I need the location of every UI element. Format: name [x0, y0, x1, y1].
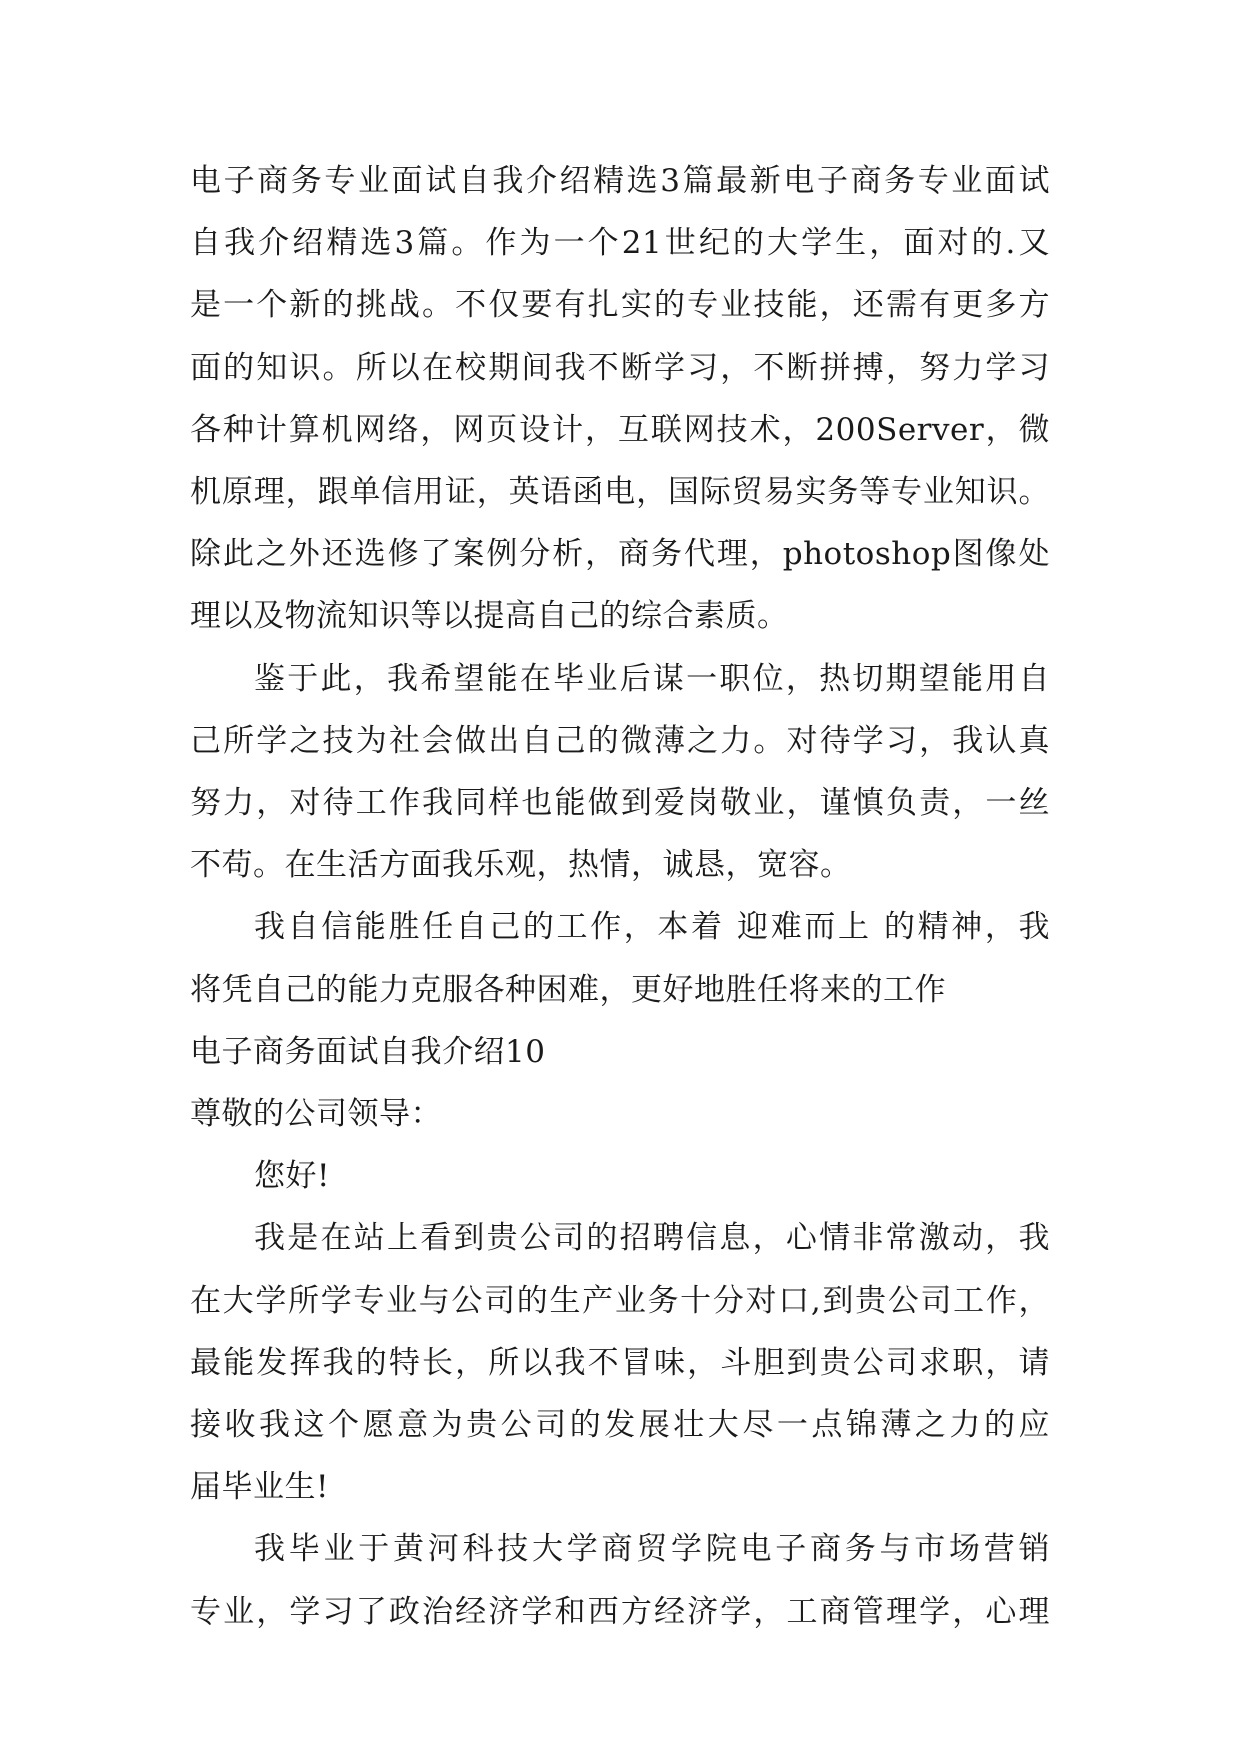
text-line: 己所学之技为社会做出自己的微薄之力。对待学习，我认真	[190, 722, 1050, 759]
text-line: 鉴于此，我希望能在毕业后谋一职位，热切期望能用自	[254, 660, 1050, 697]
text-line: 机原理，跟单信用证，英语函电，国际贸易实务等专业知识。	[190, 474, 1050, 511]
document-page	[190, 150, 1050, 1643]
text-line: 接收我这个愿意为贵公司的发展壮大尽一点锦薄之力的应	[190, 1407, 1050, 1444]
text-line: 专业，学习了政治经济学和西方经济学，工商管理学，心理	[190, 1593, 1050, 1630]
salutation: 尊敬的公司领导：	[190, 1096, 442, 1133]
text-line: 是一个新的挑战。不仅要有扎实的专业技能，还需有更多方	[190, 287, 1050, 324]
text-line: 理以及物流知识等以提高自己的综合素质。	[190, 598, 789, 635]
text-line: 自我介绍精选3篇。作为一个21世纪的大学生，面对的.又	[190, 225, 1050, 262]
text-line: 努力，对待工作我同样也能做到爱岗敬业，谨慎负责，一丝	[190, 785, 1050, 822]
text-line: 面的知识。所以在校期间我不断学习，不断拼搏，努力学习	[190, 349, 1050, 386]
text-line: 电子商务专业面试自我介绍精选3篇最新电子商务专业面试	[190, 163, 1050, 199]
text-line: 我自信能胜任自己的工作，本着 迎难而上 的精神，我	[254, 909, 1050, 946]
greeting: 您好!	[254, 1158, 330, 1195]
text-line: 届毕业生!	[190, 1469, 329, 1506]
text-line: 除此之外还选修了案例分析，商务代理，photoshop图像处	[190, 536, 1050, 573]
text-line: 在大学所学专业与公司的生产业务十分对口,到贵公司工作，	[190, 1282, 1050, 1319]
text-line: 我毕业于黄河科技大学商贸学院电子商务与市场营销	[254, 1531, 1050, 1568]
text-line: 最能发挥我的特长，所以我不冒味，斗胆到贵公司求职，请	[190, 1344, 1050, 1381]
text-line: 不苟。在生活方面我乐观，热情，诚恳，宽容。	[190, 847, 852, 884]
text-line: 将凭自己的能力克服各种困难，更好地胜任将来的工作	[190, 971, 946, 1008]
section-heading: 电子商务面试自我介绍10	[190, 1033, 546, 1070]
text-line: 各种计算机网络，网页设计，互联网技术，200Server，微	[190, 411, 1050, 448]
text-line: 我是在站上看到贵公司的招聘信息，心情非常激动，我	[254, 1220, 1050, 1257]
